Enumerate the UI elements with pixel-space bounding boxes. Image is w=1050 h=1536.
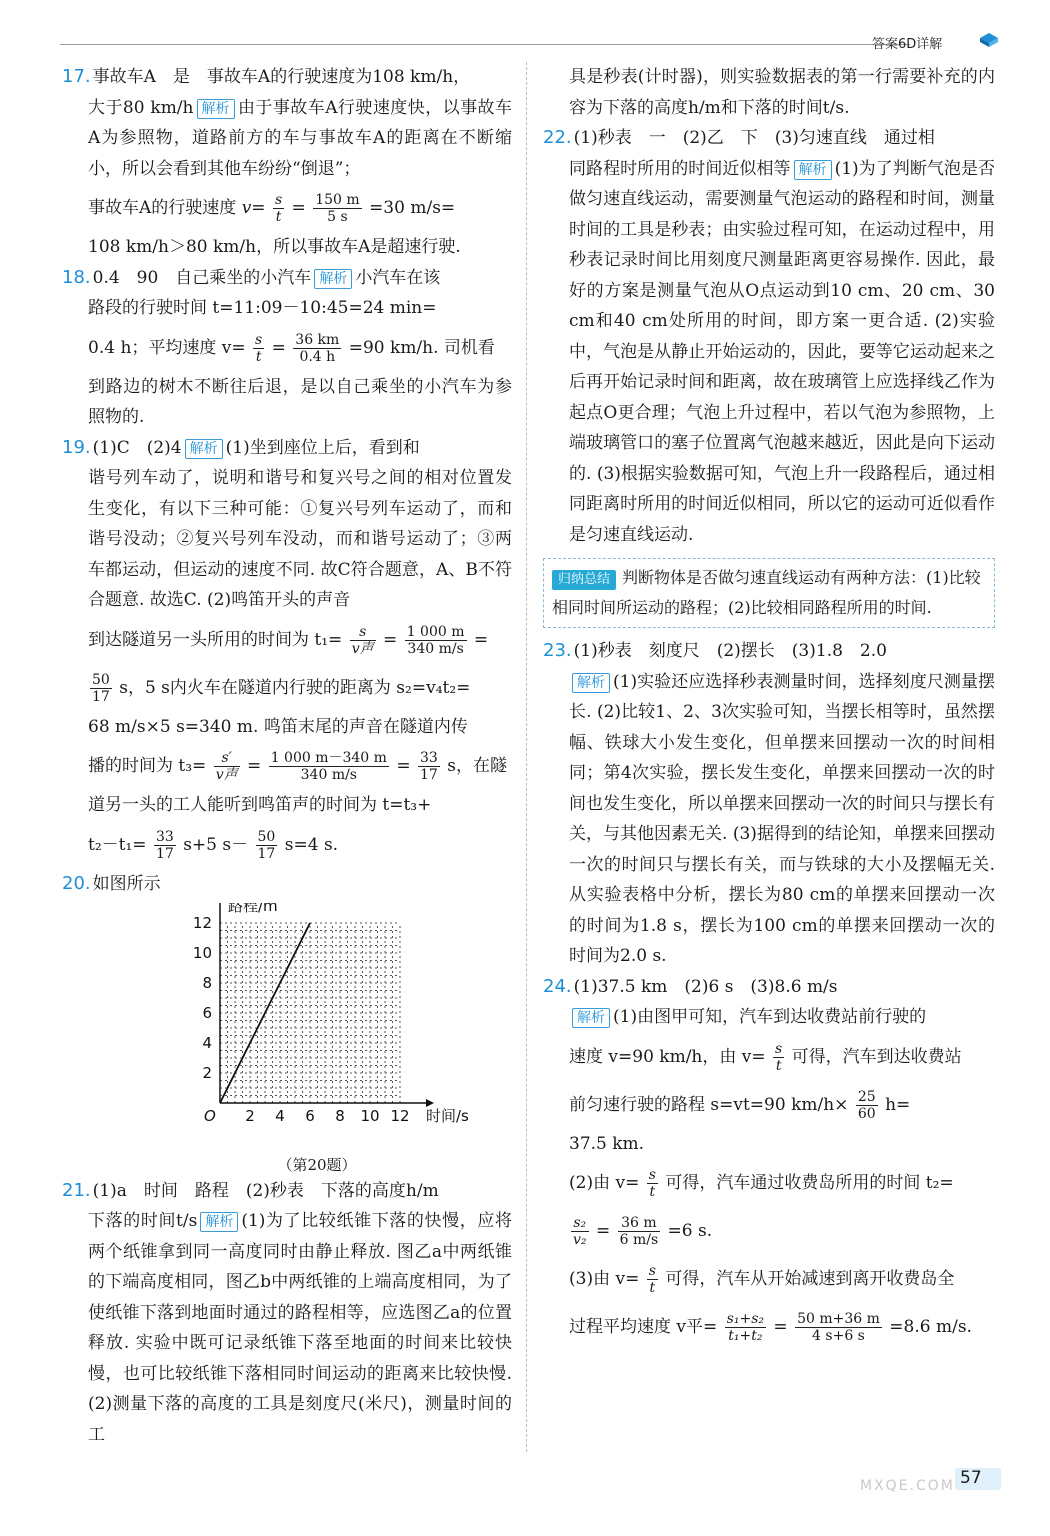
analysis-tag: 解析 <box>314 269 352 289</box>
numerator: s <box>350 624 376 641</box>
denominator: t <box>775 1057 782 1074</box>
denominator: 340 m/s <box>300 767 357 783</box>
figure-caption: （第20题） <box>277 1155 357 1174</box>
analysis-text: 快慢，应将两个纸锥拿到同一高度同时由静止释放. 图乙a中两纸锥的下端高度相同，图乙b中两纸锥的上端高度相同，为了使纸锥下落到地面时通过的路程相等，应选图乙a的位置释放. 实验中既可记录纸锥下落至地面的时间来比较快慢，也可比较纸锥下落相同时间运动的距离来比较快慢. (2)测量下落的高度的工具是刻度尺(米尺)，测量时间的工 <box>88 1211 512 1445</box>
formula-text: = <box>473 629 489 650</box>
analysis-text: 到路边的树木不断往后退，是以自己乘坐的小汽车为参照物的. <box>88 376 512 427</box>
formula <box>569 1081 995 1129</box>
question-18 <box>62 263 512 433</box>
formula <box>569 1255 995 1303</box>
formula-text: 过程平均速度 v平= <box>569 1317 718 1337</box>
fraction <box>795 1311 882 1344</box>
numerator: 33 <box>155 828 174 845</box>
fraction <box>256 829 278 862</box>
formula-text: v= <box>241 198 266 218</box>
formula-text: (2)由 v= <box>569 1173 640 1193</box>
formula-text: (3)由 v= <box>569 1269 640 1289</box>
formula <box>88 616 512 664</box>
book-icon <box>978 32 1000 48</box>
denominator: 340 m/s <box>407 640 464 657</box>
column-divider <box>526 62 527 1452</box>
y-tick-label: 8 <box>202 974 212 992</box>
numerator: s₂ <box>571 1215 589 1232</box>
formula-text: = <box>271 337 286 358</box>
watermark: MXQE.COM <box>860 1478 955 1494</box>
question-number: 24. <box>543 975 572 997</box>
page-number: 57 <box>960 1468 982 1488</box>
x-tick-label: 12 <box>390 1107 410 1125</box>
denominator: t <box>275 209 282 225</box>
numerator: s <box>274 192 283 208</box>
denominator: 17 <box>257 845 276 862</box>
denominator: 17 <box>420 767 438 783</box>
header-label: 答案6D详解 <box>872 37 943 52</box>
fraction <box>273 192 284 225</box>
x-tick-label: 6 <box>305 1107 315 1125</box>
formula-text: = <box>773 1317 788 1337</box>
analysis-text: 108 km/h＞80 km/h，所以事故车A是超速行驶. <box>88 237 461 257</box>
formula-text: s=4 s. <box>284 834 339 855</box>
question-number: 19. <box>62 436 91 458</box>
analysis-text: 以事故车A为参照物，道路前方的车与事故车A的距离在不断缩小，所以会看到其他车纷纷“倒退”； <box>88 97 513 179</box>
formula <box>88 821 512 869</box>
fraction <box>418 750 440 783</box>
analysis-text: 断气泡是否做匀速直线运动，需要测量气泡运动的路程和时间，测量时间的工具是秒表；由实验过程可知，在运动过程中，用秒表记录时间比用刻度尺测量距离更容易操作. 因此，最好的方案是测量气泡从O点运动到10 cm、20 cm、30 cm和40 cm处所用的时间，即方案一更合适. (2)实验中，气泡是从静止开始运动的，因此，要等它运动起来之后再开始记录时间和距离，故在玻璃管上应选择线乙作为起点O更合理；气泡上升过程中，若以气泡为参照物，上端玻璃管口的塞子位置离气泡越来越近，因此是向下运动的. (3)根据实验数据可知，气泡上升一段路程后，通过相同距离时所用的时间近似相同，所以它的运动可近似看作是匀速直线运动. <box>569 158 996 545</box>
x-tick-label: 4 <box>275 1107 285 1125</box>
formula <box>569 1159 995 1207</box>
question-23 <box>543 636 995 972</box>
analysis-text: 路段的行驶时间 t=11:09－10:45=24 min= <box>88 298 437 318</box>
formula-text: 播的时间为 t₃= <box>88 756 207 776</box>
formula <box>88 184 512 232</box>
answer-text: 如图所示 <box>92 873 161 894</box>
answer-text: (1)37.5 km (2)6 s (3)8.6 m/s <box>573 976 838 997</box>
y-tick-label: 6 <box>202 1004 212 1022</box>
answer-text: 同路程时所用的时间近似相等 <box>569 158 791 179</box>
analysis-text: (1)实验还应选择秒表测量时间，选择刻度尺测量摆长. (2)比较1、2、3次实验可知，当摆长相等时，虽然摆幅、铁球大小发生变化，但单摆来回摆动一次的时间相同；第4次实验，摆长发生变化，单摆来回摆动一次的时间也发生变化，所以单摆来回摆动一次的时间只与摆长有关，与其他因素无关. (3)据得到的结论知，单摆来回摆动一次的时间只与摆长有关，而与铁球的大小及摆幅无关. 从实验表格中分析，摆长为80 cm的单摆来回摆动一次的时间为1.8 s，摆长为100 cm的单摆来回摆动一次的时间为2.0 s. <box>569 671 995 966</box>
left-column <box>62 62 512 1450</box>
analysis-text: 小汽车在该 <box>355 267 441 288</box>
denominator: v声 <box>215 767 238 783</box>
denominator: 17 <box>155 845 174 862</box>
analysis-tag: 解析 <box>200 1212 238 1232</box>
denominator: 0.4 h <box>299 348 336 365</box>
y-axis-label: 路程/m <box>228 903 278 915</box>
formula-text: =6 s. <box>667 1221 713 1241</box>
analysis-tag: 解析 <box>197 99 235 119</box>
x-tick-label: 2 <box>245 1107 255 1125</box>
question-number: 22. <box>543 127 572 148</box>
summary-text: 判断物体是否做匀速直线运动有两种方法：(1)比较相同时间所运动的路程；(2)比较相同路程所用的时间. <box>552 568 981 617</box>
fraction <box>269 750 389 783</box>
analysis-text: 道另一头的工人能听到鸣笛声的时间为 t=t₃+ <box>88 795 432 815</box>
numerator: 50 m+36 m <box>797 1311 880 1327</box>
formula-text: = <box>291 198 306 218</box>
denominator: 17 <box>92 688 110 705</box>
denominator: t <box>255 348 262 365</box>
numerator: s <box>648 1263 656 1279</box>
formula-text: 0.4 h；平均速度 v= <box>88 337 246 358</box>
formula-text: = <box>247 756 262 776</box>
numerator: 50 <box>92 671 110 688</box>
analysis-tag: 解析 <box>794 160 832 180</box>
formula <box>88 324 512 372</box>
fraction <box>350 624 376 657</box>
analysis-text: (1)由图甲可知，汽车到达收费站前行驶的 <box>613 1007 927 1027</box>
x-tick-label: 8 <box>335 1107 345 1125</box>
formula-text: 事故车A的行驶速度 <box>88 198 237 218</box>
right-column <box>543 62 995 1351</box>
question-number: 20. <box>62 872 91 894</box>
formula-text: =90 km/h. 司机看 <box>348 337 495 358</box>
formula-text: = <box>396 756 411 776</box>
analysis-text: (1)为了判 <box>834 158 910 179</box>
denominator: 6 m/s <box>619 1232 659 1248</box>
fraction <box>647 1167 658 1200</box>
formula <box>88 664 512 712</box>
formula-text: 前匀速行驶的路程 s=vt=90 km/h× <box>569 1094 849 1115</box>
formula-text: = <box>383 629 398 650</box>
formula-text: =8.6 m/s. <box>889 1317 972 1337</box>
formula-text: h= <box>885 1094 911 1115</box>
numerator: 25 <box>857 1088 876 1105</box>
fraction <box>214 750 240 783</box>
analysis-text: 谐号列车动了，说明和谐号和复兴号之间的相对位置发生变化，有以下三种可能：①复兴号列车运动了，而和谐号没动；②复兴号列车没动，而和谐号运动了；③两车都运动，但运动的速度不同. 故C符合题意，A、B不符合题意. 故选C. (2)鸣笛开头的声音 <box>88 468 512 610</box>
answer-text: 大于80 km/h <box>88 97 194 118</box>
analysis-text: 68 m/s×5 s=340 m. 鸣笛末尾的声音在隧道内传 <box>88 716 468 737</box>
numerator: 33 <box>420 750 438 766</box>
question-17 <box>62 62 512 263</box>
answer-text: (1)秒表 一 (2)乙 下 (3)匀速直线 通过相 <box>573 128 935 148</box>
y-tick-label: 2 <box>202 1064 212 1082</box>
formula-text: 到达隧道另一头所用的时间为 t₁= <box>88 629 343 650</box>
question-22 <box>543 123 995 550</box>
analysis-tag: 解析 <box>185 439 223 459</box>
numerator: s <box>648 1167 656 1183</box>
numerator: s <box>255 331 263 348</box>
answer-text: 下落的时间t/s <box>88 1211 198 1231</box>
denominator: t <box>649 1184 656 1200</box>
formula-text: 可得，汽车通过收费岛所用的时间 t₂= <box>665 1173 954 1193</box>
question-21 <box>62 1176 512 1451</box>
formula <box>569 1303 995 1351</box>
fraction <box>405 624 467 657</box>
numerator: 36 km <box>295 331 340 348</box>
formula <box>569 1033 995 1081</box>
formula-text: 可得，汽车到达收费站 <box>791 1046 962 1067</box>
x-axis-arrow <box>426 1099 434 1107</box>
formula-text: s，5 s内火车在隧道内行驶的距离为 s₂=v₄t₂= <box>119 677 471 698</box>
analysis-tag: 解析 <box>572 673 610 693</box>
fraction <box>725 1311 766 1344</box>
numerator: 150 m <box>315 192 360 208</box>
distance-time-chart <box>162 903 472 1143</box>
question-24 <box>543 972 995 1352</box>
fraction <box>647 1263 658 1296</box>
formula-text: =30 m/s= <box>369 198 456 218</box>
formula-text: t₂－t₁= <box>88 834 147 855</box>
formula-text: s+5 s－ <box>183 834 249 855</box>
analysis-text: (1)坐到座位上后，看到和 <box>225 437 420 458</box>
answer-text: 事故车A 是 事故车A的行驶速度为108 km/h， <box>92 67 471 87</box>
analysis-text: 由于事故车A行驶速度快， <box>237 97 443 118</box>
answer-text: 0.4 90 自己乘坐的小汽车 <box>92 267 312 288</box>
analysis-tag: 解析 <box>572 1008 610 1028</box>
numerator: s′ <box>214 750 240 767</box>
numerator: s <box>775 1040 783 1057</box>
fraction <box>293 332 341 365</box>
analysis-text: 37.5 km. <box>569 1133 645 1154</box>
answer-text: (1)a 时间 路程 (2)秒表 下落的高度h/m <box>92 1180 439 1201</box>
numerator: 1 000 m－340 m <box>270 750 387 766</box>
y-tick-label: 10 <box>192 944 212 962</box>
formula <box>569 1207 995 1255</box>
formula-text: = <box>595 1221 611 1241</box>
summary-tag: 归纳总结 <box>552 570 616 590</box>
numerator: 1 000 m <box>406 623 465 640</box>
header-rule <box>60 44 910 45</box>
fraction <box>154 829 176 862</box>
numerator: s₁+s₂ <box>726 1311 764 1327</box>
question-19 <box>62 433 512 869</box>
fraction <box>253 332 264 365</box>
numerator: 36 m <box>618 1215 661 1232</box>
fraction <box>856 1089 878 1122</box>
y-tick-label: 12 <box>192 914 212 932</box>
numerator: 50 <box>257 828 276 845</box>
question-number: 23. <box>543 640 572 661</box>
denominator: 5 s <box>327 209 348 225</box>
denominator: 60 <box>857 1105 876 1122</box>
formula-text: s，在隧 <box>447 756 507 776</box>
denominator: t₁+t₂ <box>728 1328 763 1344</box>
denominator: v₂ <box>573 1232 587 1248</box>
question-number: 17. <box>62 66 91 87</box>
question-number: 21. <box>62 1179 91 1201</box>
analysis-text: (1)为了比较纸锥下落的 <box>241 1211 425 1231</box>
summary-box <box>543 558 995 628</box>
fraction <box>618 1215 661 1248</box>
fraction <box>313 192 361 225</box>
question-20 <box>62 869 512 900</box>
denominator: t <box>649 1280 656 1296</box>
fraction <box>90 672 112 705</box>
formula-text: 速度 v=90 km/h，由 v= <box>569 1046 766 1067</box>
answer-text: (1)C (2)4 <box>92 437 182 458</box>
denominator: 4 s+6 s <box>812 1328 865 1344</box>
origin-label: O <box>204 1107 216 1125</box>
denominator: v声 <box>351 640 374 657</box>
fraction <box>773 1041 784 1074</box>
y-tick-label: 4 <box>202 1034 212 1052</box>
question-number: 18. <box>62 266 91 288</box>
formula-text: 可得，汽车从开始减速到离开收费岛全 <box>665 1269 955 1289</box>
formula <box>88 742 512 790</box>
x-axis-label: 时间/s <box>426 1107 469 1125</box>
question-21-continued: 具是秒表(计时器)，则实验数据表的第一行需要补充的内容为下落的高度h/m和下落的时间t/s. <box>569 67 995 118</box>
answer-text: (1)秒表 刻度尺 (2)摆长 (3)1.8 2.0 <box>573 641 887 661</box>
fraction <box>571 1215 589 1248</box>
x-tick-label: 10 <box>360 1107 380 1125</box>
